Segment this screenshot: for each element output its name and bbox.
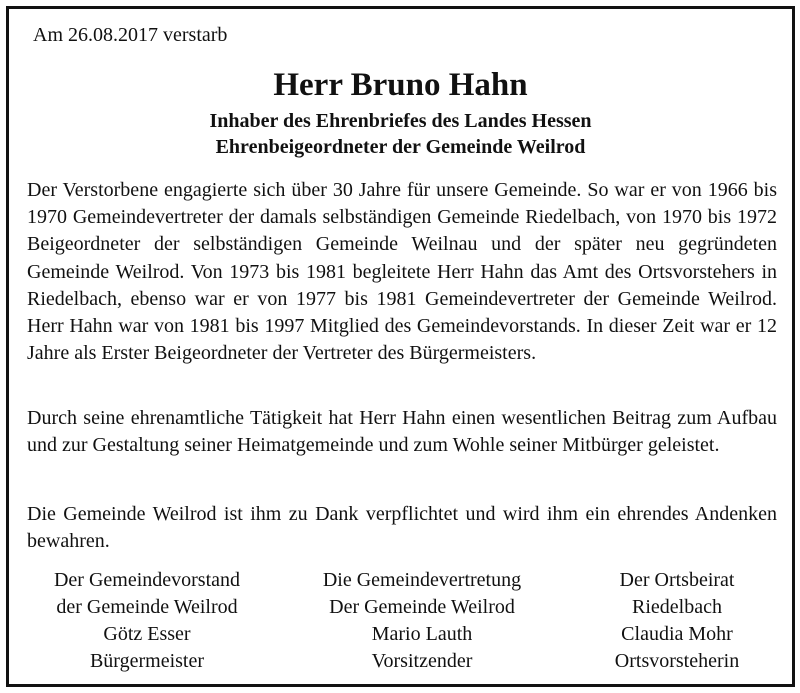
gratitude-paragraph: Die Gemeinde Weilrod ist ihm zu Dank verpflichtet und wird ihm ein ehrendes Andenken bewahren.: [27, 503, 777, 553]
signature-block-municipal-board: [27, 567, 267, 675]
honorary-position: Ehrenbeigeordneter der Gemeinde Weilrod: [215, 136, 586, 158]
intro-line: Am 26.08.2017 verstarb: [33, 24, 228, 46]
contribution-paragraph: Durch seine ehrenamtliche Tätigkeit hat Herr Hahn einen wesentlichen Beitrag zum Aufbau und zur Gestaltung seiner Heimatgemeinde und zum Wohle seiner Mitbürger geleistet.: [27, 407, 777, 457]
signature-org: Der Gemeinde Weilrod: [329, 596, 515, 618]
signature-block-local-council: [577, 567, 777, 675]
signature-org: der Gemeinde Weilrod: [56, 596, 238, 618]
signature-body: Die Gemeindevertretung: [322, 569, 522, 591]
signature-role: Vorsitzender: [371, 650, 473, 672]
signature-body: Der Gemeindevorstand: [53, 569, 241, 591]
obituary-frame: [6, 6, 795, 687]
signature-person: Götz Esser: [103, 623, 191, 645]
signature-person: Claudia Mohr: [621, 623, 733, 645]
honor-title: Inhaber des Ehrenbriefes des Landes Hessen: [209, 110, 592, 132]
signature-person: Mario Lauth: [371, 623, 473, 645]
signature-body: Der Ortsbeirat: [619, 569, 735, 591]
signature-row: [27, 567, 777, 675]
signature-role: Ortsvorsteherin: [614, 650, 740, 672]
signature-org: Riedelbach: [632, 596, 722, 618]
signature-block-municipal-council: [297, 567, 547, 675]
deceased-name: Herr Bruno Hahn: [273, 67, 528, 103]
biography-paragraph: Der Verstorbene engagierte sich über 30 Jahre für unsere Gemeinde. So war er von 1966 bis 1970 Gemeindevertreter der damals selbständigen Gemeinde Riedelbach, von 1970 bis 1972 Beigeordneter der selbständigen Gemeinde Weilnau und der später neu gegründeten Gemeinde Weilrod. Von 1973 bis 1981 begleitete Herr Hahn das Amt des Ortsvorstehers in Riedelbach, ebenso war er von 1977 bis 1981 Gemeindevertreter der Gemeinde Weilrod. Herr Hahn war von 1981 bis 1997 Mitglied des Gemeindevorstands. In dieser Zeit war er 12 Jahre als Erster Beigeordneter der Vertreter des Bürgermeisters.: [27, 179, 777, 365]
signature-role: Bürgermeister: [89, 650, 205, 672]
